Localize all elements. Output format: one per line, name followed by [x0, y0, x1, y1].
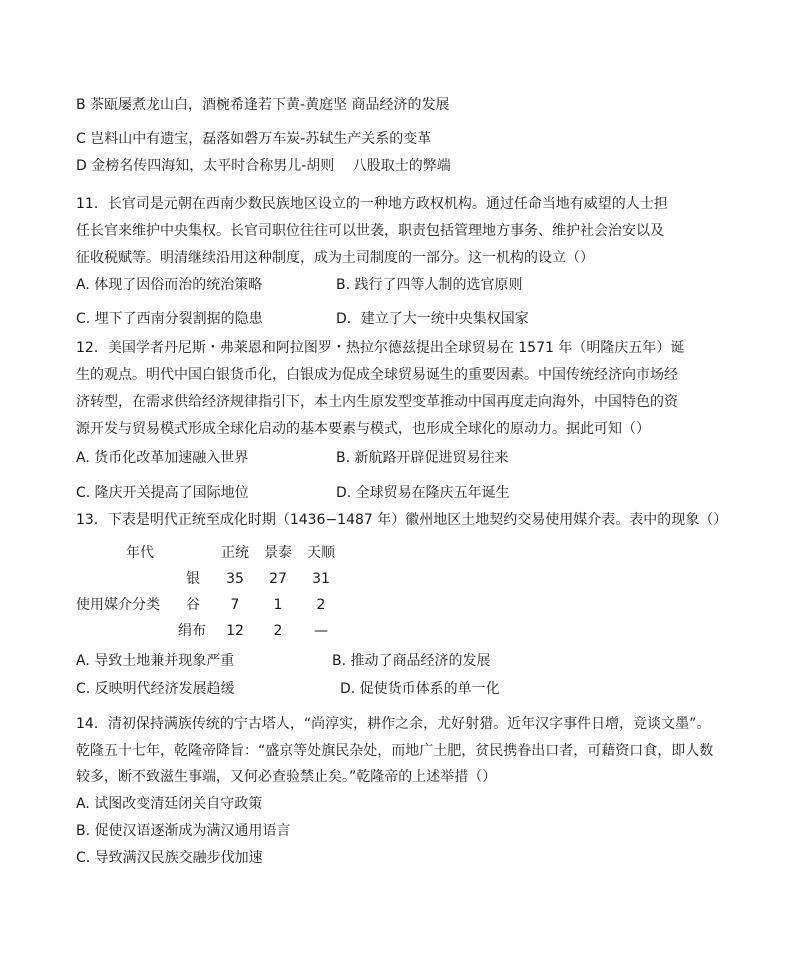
q11-option-b: B. 践行了四等人制的选官原则	[336, 277, 523, 293]
q12-option-c: C. 隆庆开关提高了国际地位	[76, 485, 249, 501]
q13-option-d: D. 促使货币体系的单一化	[340, 681, 500, 697]
table-cell: 31	[312, 571, 330, 587]
table-cell: 2	[273, 623, 283, 639]
table-group-label: 使用媒介分类	[76, 597, 160, 613]
q14-stem-line-2: 乾隆五十七年，乾隆帝降旨：“盛京等处旗民杂处，而地广土肥，贫民携眷出口者，可藉资口食，即人数	[76, 743, 714, 759]
table-header-period: 天顺	[307, 545, 335, 561]
table-cell: 2	[316, 597, 326, 613]
table-row-media: 银	[186, 571, 200, 587]
table-header-period: 正统	[221, 545, 249, 561]
table-cell: 35	[226, 571, 244, 587]
table-header-period: 景泰	[264, 545, 292, 561]
q11-stem-line-2: 任长官来维护中央集权。长官司职位往往可以世袭，职责包括管理地方事务、维护社会治安以及	[76, 223, 664, 239]
q10-option-d: D 金榜名传四海知，太平时合称男儿-胡则 八股取士的弊端	[76, 158, 451, 174]
table-cell: 12	[226, 623, 244, 639]
q11-option-d: D．建立了大一统中央集权国家	[336, 311, 529, 327]
q12-option-a: A. 货币化改革加速融入世界	[76, 450, 249, 466]
q14-stem-line-3: 较多，断不致滋生事端，又何必查验禁止矣。”乾隆帝的上述举措（）	[76, 769, 497, 785]
q13-option-b: B. 推动了商品经济的发展	[332, 653, 491, 669]
q12-option-d: D. 全球贸易在隆庆五年诞生	[336, 485, 510, 501]
table-cell: 7	[230, 597, 240, 613]
table-row-media: 谷	[186, 597, 200, 613]
table-header-year: 年代	[126, 545, 154, 561]
q14-option-b: B. 促使汉语逐渐成为满汉通用语言	[76, 823, 291, 839]
q12-stem-line-3: 济转型，在需求供给经济规律指引下，本土内生原发型变革推动中国再度走向海外，中国特色的资	[76, 394, 678, 410]
q12-stem-line-4: 源开发与贸易模式形成全球化启动的基本要素与模式，也形成全球化的原动力。据此可知（）	[76, 421, 650, 437]
table-cell: —	[314, 623, 328, 639]
q12-option-b: B. 新航路开辟促进贸易往来	[336, 450, 509, 466]
q14-option-a: A. 试图改变清廷闭关自守政策	[76, 796, 263, 812]
q13-stem: 13．下表是明代正统至成化时期（1436−1487 年）徽州地区土地契约交易使用媒介表。表中的现象（）	[76, 512, 728, 528]
table-cell: 27	[269, 571, 287, 587]
table-row-media: 绢布	[178, 623, 206, 639]
q14-option-c: C. 导致满汉民族交融步伐加速	[76, 850, 263, 866]
q14-stem-line-1: 14．清初保持满族传统的宁古塔人，“尚淳实，耕作之余，尤好射猎。近年汉字事件日增，竞谈文墨”。	[76, 716, 711, 732]
table-cell: 1	[273, 597, 283, 613]
q10-option-b: B 茶瓯屡煮龙山白，酒椀希逢若下黄-黄庭坚 商品经济的发展	[76, 97, 450, 113]
q13-option-a: A. 导致土地兼并现象严重	[76, 653, 235, 669]
q11-option-a: A. 体现了因俗而治的统治策略	[76, 277, 263, 293]
q12-stem-line-1: 12．美国学者丹尼斯・弗莱恩和阿拉图罗・热拉尔德兹提出全球贸易在 1571 年（明隆庆五年）诞	[76, 340, 685, 356]
q12-stem-line-2: 生的观点。明代中国白银货币化，白银成为促成全球贸易诞生的重要因素。中国传统经济向市场经	[76, 367, 678, 383]
q13-option-c: C. 反映明代经济发展趋缓	[76, 681, 235, 697]
q10-option-c: C 岂料山中有遗宝，磊落如磬万车炭-苏轼生产关系的变革	[76, 131, 432, 147]
q11-stem-line-1: 11．长官司是元朝在西南少数民族地区设立的一种地方政权机构。通过任命当地有威望的人士担	[76, 196, 668, 212]
q11-option-c: C. 埋下了西南分裂割据的隐患	[76, 311, 263, 327]
q13-media-table	[70, 538, 350, 640]
q11-stem-line-3: 征收税赋等。明清继续沿用这种制度，成为土司制度的一部分。这一机构的设立（）	[76, 250, 594, 266]
